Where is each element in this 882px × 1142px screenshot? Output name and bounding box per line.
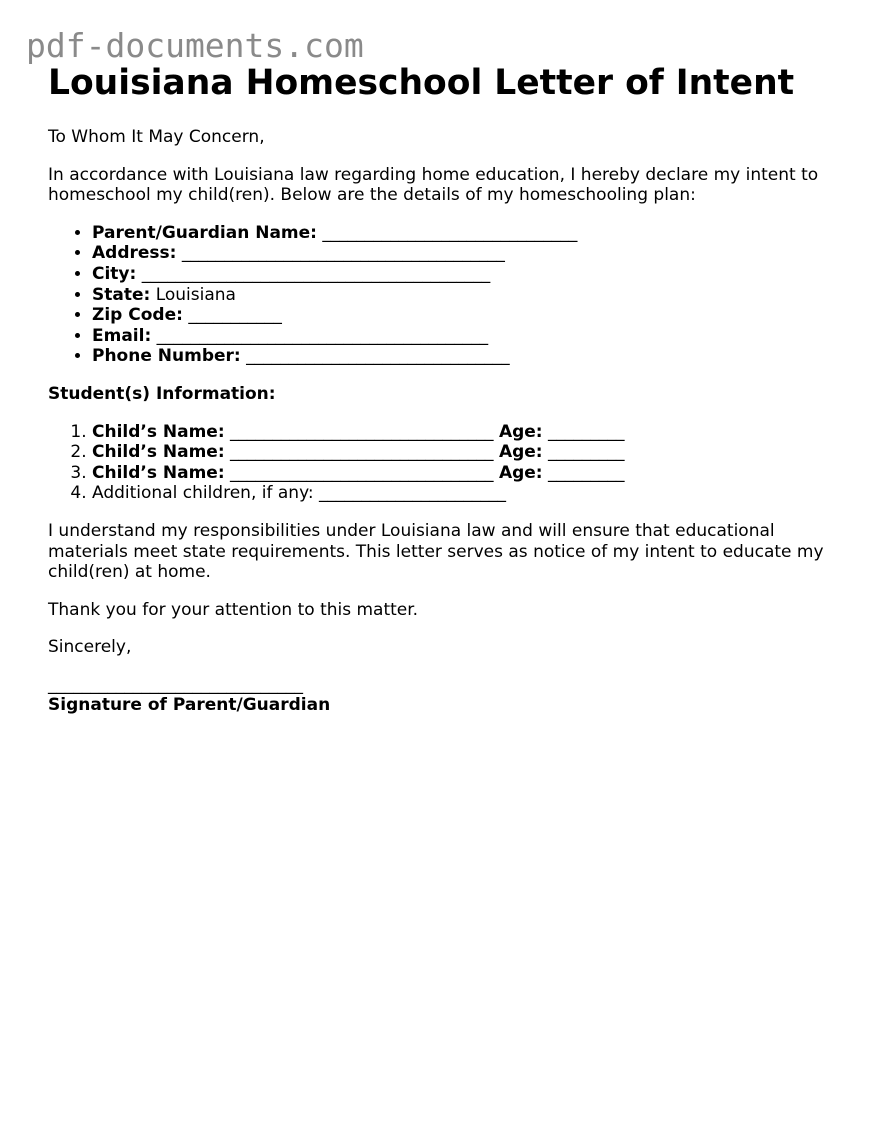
child-name-label: Child’s Name: bbox=[92, 442, 225, 463]
field-label: City: bbox=[92, 263, 137, 284]
child-name-label: Child’s Name: bbox=[92, 421, 225, 442]
age-label: Age: bbox=[498, 462, 543, 483]
field-value: Louisiana bbox=[155, 284, 236, 305]
student-item bbox=[92, 422, 848, 443]
intro-paragraph: In accordance with Louisiana law regarding home education, I hereby declare my intent to homeschool my child(ren). Below are the details of my homeschooling plan: bbox=[48, 164, 819, 206]
students-heading: Student(s) Information: bbox=[48, 383, 276, 404]
field-value: _________________________________________ bbox=[141, 263, 491, 284]
age-value: _________ bbox=[548, 421, 625, 442]
age-label: Age: bbox=[498, 442, 543, 463]
parent-info-list bbox=[48, 223, 848, 367]
students-list bbox=[48, 422, 848, 504]
field-label: State: bbox=[92, 284, 151, 305]
field-label: Email: bbox=[92, 325, 152, 346]
additional-children-item: 4. Additional children, if any: ______________________ bbox=[92, 483, 848, 504]
field-city bbox=[92, 264, 848, 285]
age-label: Age: bbox=[498, 421, 543, 442]
field-email bbox=[92, 326, 848, 347]
field-value: ___________ bbox=[188, 305, 282, 326]
responsibilities-paragraph: I understand my responsibilities under Louisiana law and will ensure that educational materials meet state requirements. This letter serves as notice of my intent to educate my child(ren) at home. bbox=[48, 520, 824, 583]
student-item bbox=[92, 442, 848, 463]
age-value: _________ bbox=[548, 462, 625, 483]
child-name-value: _______________________________ bbox=[230, 421, 494, 442]
greeting: To Whom It May Concern, bbox=[48, 127, 265, 147]
thanks-line: Thank you for your attention to this matter. bbox=[48, 599, 419, 620]
field-label: Phone Number: bbox=[92, 346, 241, 367]
child-name-label: Child’s Name: bbox=[92, 462, 225, 483]
field-state bbox=[92, 285, 848, 306]
child-name-value: _______________________________ bbox=[230, 462, 494, 483]
field-zip-code bbox=[92, 305, 848, 326]
field-value: _______________________________________ bbox=[156, 325, 489, 346]
student-item bbox=[92, 463, 848, 484]
age-value: _________ bbox=[548, 442, 625, 463]
field-value: ______________________________ bbox=[322, 222, 578, 243]
field-value: _______________________________ bbox=[246, 346, 510, 367]
page-title: Louisiana Homeschool Letter of Intent bbox=[48, 63, 795, 103]
field-address bbox=[92, 243, 848, 264]
field-label: Zip Code: bbox=[92, 305, 183, 326]
field-value: ______________________________________ bbox=[181, 243, 505, 264]
sincerely-line: Sincerely, bbox=[48, 637, 132, 658]
watermark-text: pdf-documents.com bbox=[26, 26, 364, 65]
child-name-value: _______________________________ bbox=[230, 442, 494, 463]
signature-label: Signature of Parent/Guardian bbox=[48, 695, 331, 716]
field-label: Address: bbox=[92, 243, 177, 264]
signature-line: ______________________________ bbox=[48, 674, 303, 695]
field-phone-number bbox=[92, 346, 848, 367]
field-parent-name bbox=[92, 223, 848, 244]
letter-document bbox=[48, 62, 848, 716]
field-label: Parent/Guardian Name: bbox=[92, 222, 317, 243]
